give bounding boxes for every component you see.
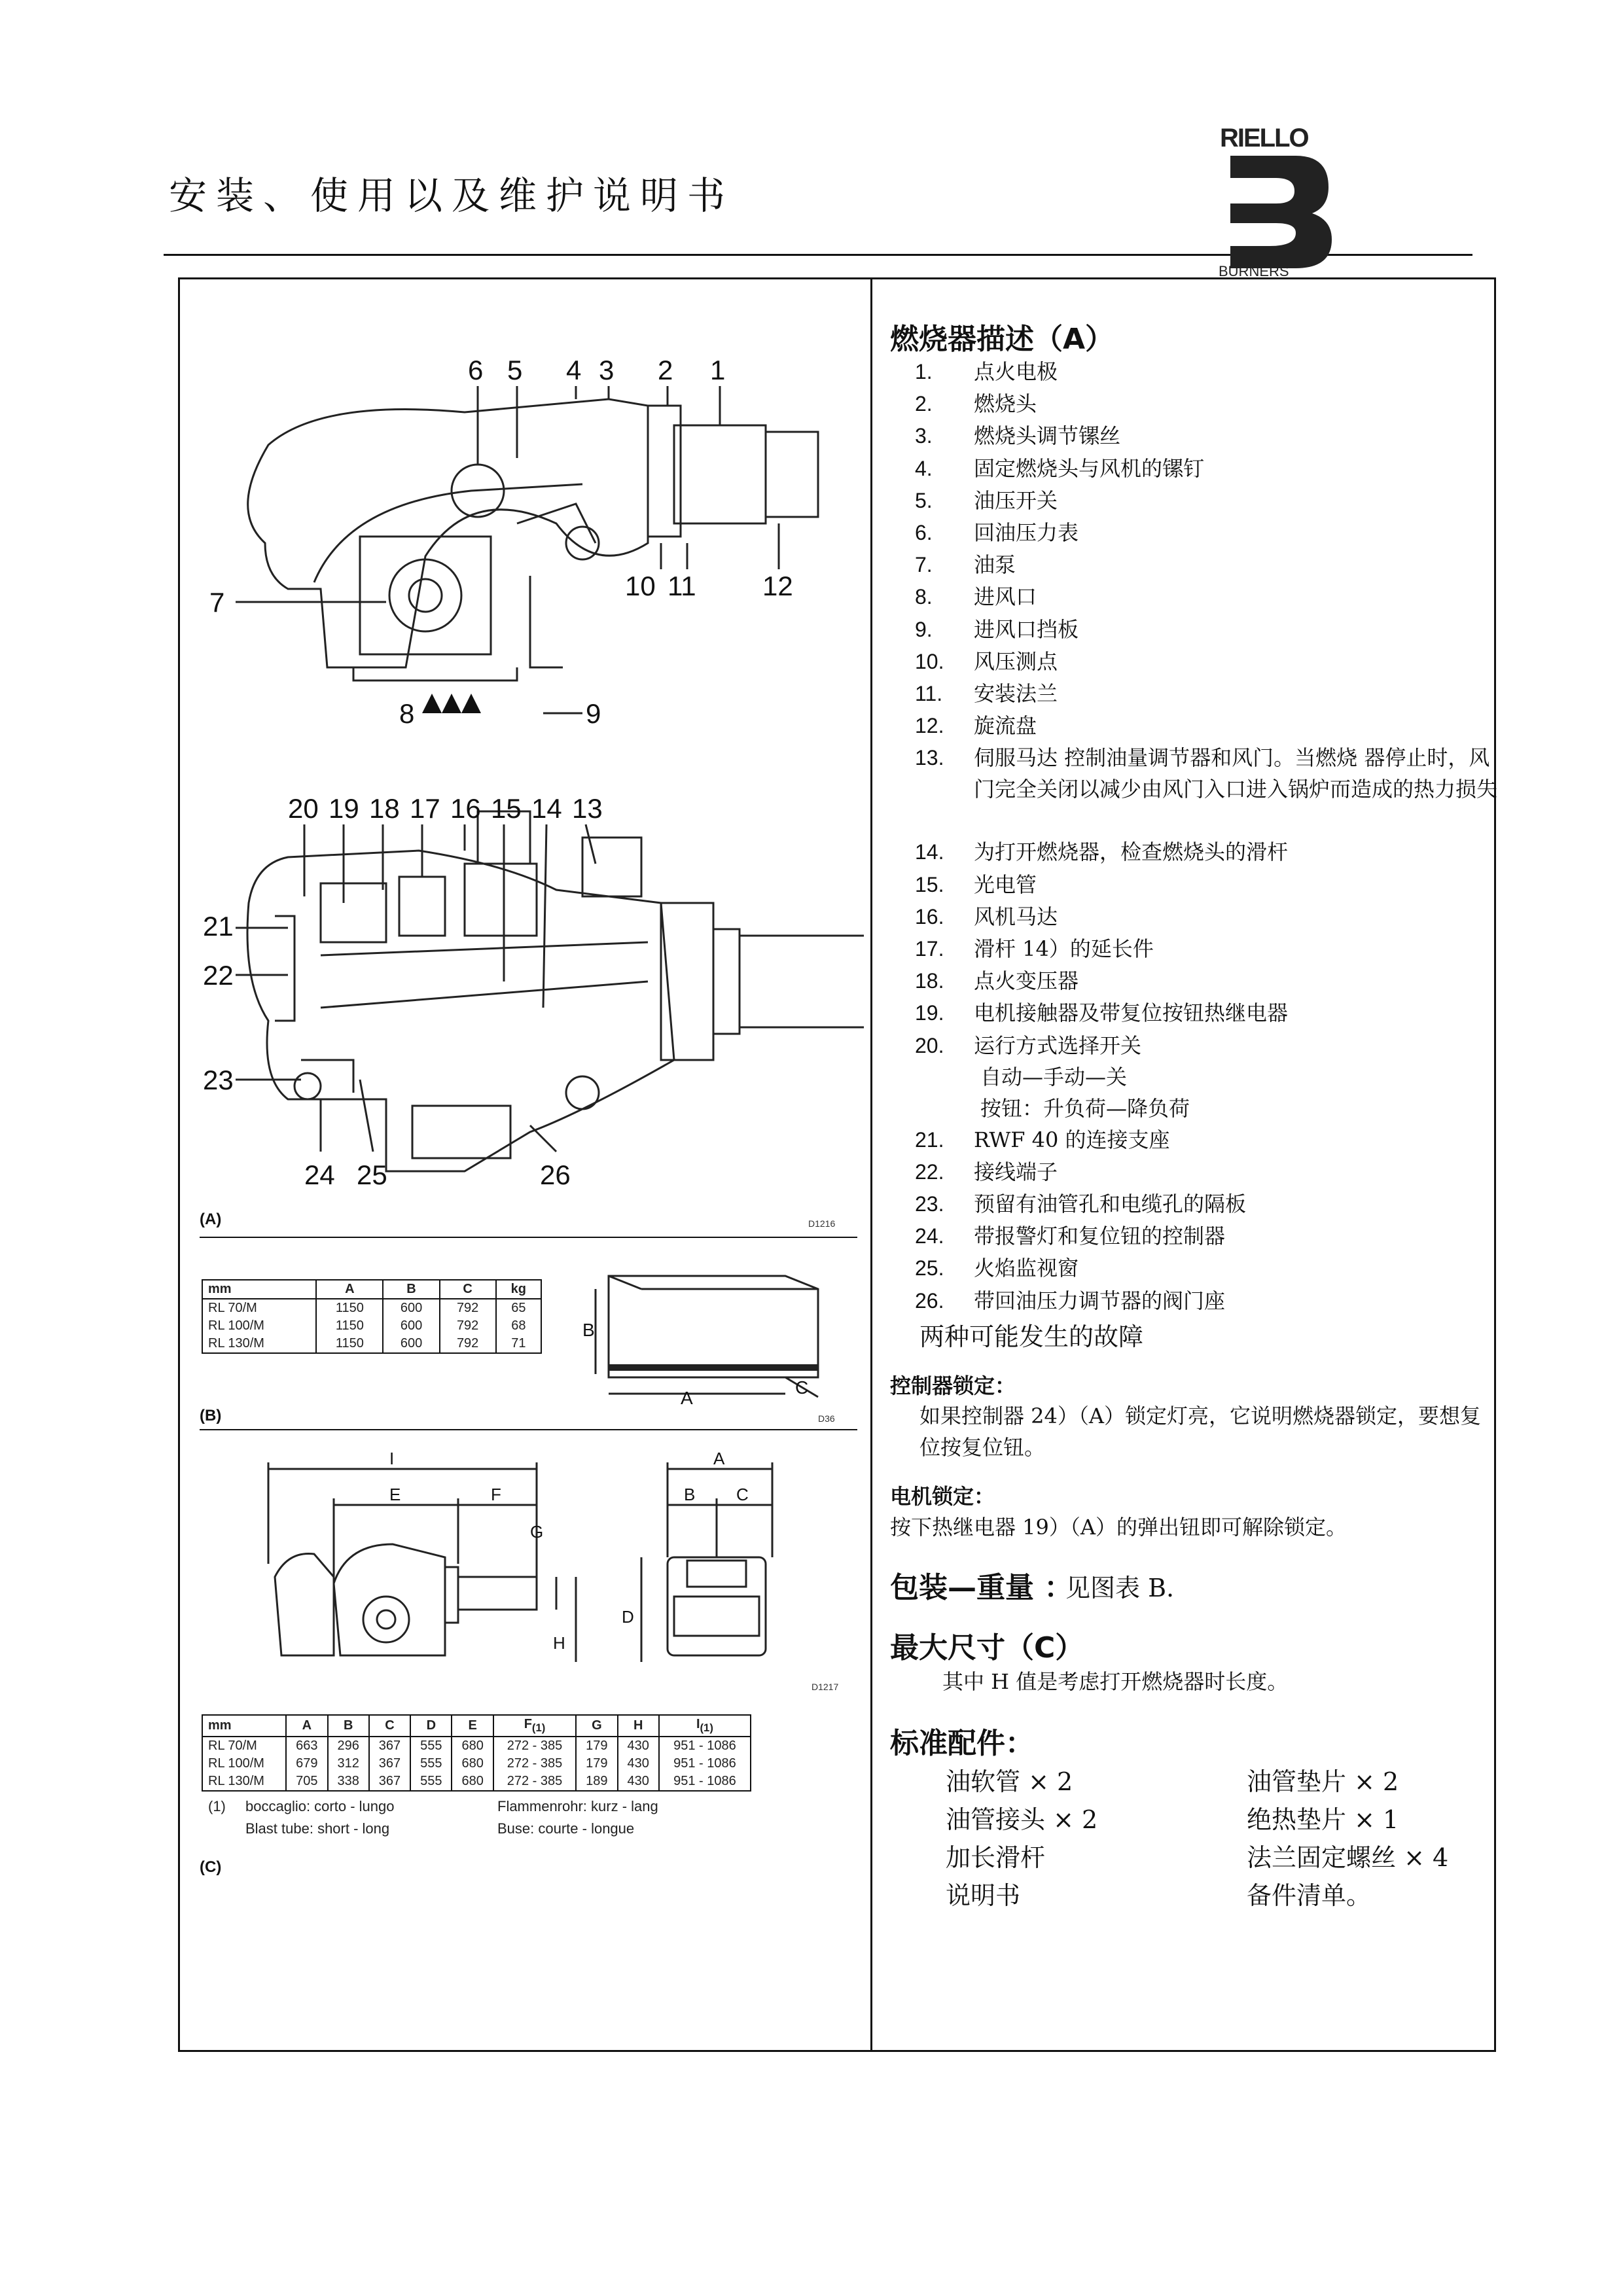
callout-3: 3 [599, 355, 615, 385]
item-text: 油压开关 [974, 487, 1058, 513]
description-item [915, 1252, 1517, 1284]
item-text: 回油压力表 [974, 520, 1079, 545]
item-number: 17. [915, 937, 944, 961]
description-item [915, 453, 1517, 484]
description-item [915, 356, 1517, 387]
callout-15: 15 [491, 793, 522, 824]
table-cell: 272 - 385 [493, 1737, 576, 1755]
footnote-fr: Buse: courte - longue [497, 1820, 635, 1837]
item-number: 11. [915, 682, 943, 705]
item-number: 4. [915, 456, 933, 480]
table-cell: RL 70/M [202, 1737, 286, 1755]
page-title: 安装、使用以及维护说明书 [169, 173, 735, 218]
table-cell: 71 [496, 1335, 541, 1353]
item-number: 1. [915, 360, 933, 383]
description-item [915, 1156, 1517, 1188]
item-number: 15. [915, 872, 944, 896]
description-item [915, 1285, 1517, 1316]
table-cell: 430 [618, 1755, 659, 1773]
description-item [915, 581, 1517, 612]
callout-19: 19 [329, 793, 359, 824]
table-cell: 600 [383, 1335, 439, 1353]
packing-text: 见图表 B. [1065, 1574, 1175, 1602]
figure-c-code: D1217 [812, 1682, 839, 1692]
accessories-title: 标准配件： [890, 1727, 1034, 1760]
description-item [915, 646, 1517, 677]
item-number: 23. [915, 1192, 944, 1216]
description-item [915, 678, 1517, 709]
table-header: kg [496, 1280, 541, 1299]
faults-title: 两种可能发生的故障 [919, 1322, 1144, 1351]
accessory-item: 说明书 [946, 1881, 1021, 1910]
item-number: 20. [915, 1033, 944, 1057]
item-text: 电机接触器及带复位按钮热继电器 [974, 1000, 1289, 1026]
callout-17: 17 [410, 793, 440, 824]
dim-label-g: G [530, 1522, 544, 1542]
table-cell: 555 [410, 1755, 452, 1773]
dim-label-a: A [681, 1388, 693, 1407]
table-cell: 792 [440, 1317, 496, 1335]
accessory-item: 法兰固定螺丝 × 4 [1247, 1843, 1449, 1872]
accessory-item: 绝热垫片 × 1 [1247, 1805, 1399, 1834]
description-item [915, 742, 1517, 836]
figure-c-label: (C) [200, 1858, 222, 1876]
footnote-de: Flammenrohr: kurz - lang [497, 1798, 658, 1814]
table-cell: 663 [286, 1737, 327, 1755]
item-text: 安装法兰 [974, 681, 1058, 706]
item-text: 为打开燃烧器，检查燃烧头的滑杆 [974, 839, 1289, 865]
max-dim-text: 其中 H 值是考虑打开燃烧器时长度。 [942, 1669, 1289, 1694]
table-cell: RL 100/M [202, 1755, 286, 1773]
table-cell: RL 100/M [202, 1317, 316, 1335]
table-cell: 555 [410, 1773, 452, 1791]
table-cell: 65 [496, 1299, 541, 1317]
callout-26: 26 [540, 1159, 571, 1190]
table-header-i: I [696, 1717, 700, 1731]
dim-label-b2: B [684, 1485, 696, 1504]
accessory-item: 加长滑杆 [946, 1843, 1046, 1872]
figure-b-table [202, 1279, 542, 1354]
description-item [915, 549, 1517, 580]
table-cell: 600 [383, 1299, 439, 1317]
item-text: RWF 40 的连接支座 [974, 1127, 1170, 1152]
callout-1: 1 [710, 355, 726, 385]
table-cell: 600 [383, 1317, 439, 1335]
item-number: 8. [915, 585, 933, 609]
item-number: 26. [915, 1288, 944, 1313]
logo-top-text: RIELLO [1220, 124, 1308, 152]
item-number: 25. [915, 1256, 944, 1280]
figure-a-label: (A) [200, 1210, 222, 1228]
callout-9: 9 [586, 698, 601, 729]
accessory-item: 油管接头 × 2 [946, 1805, 1098, 1834]
accessory-item: 备件清单。 [1247, 1881, 1372, 1910]
item-number: 12. [915, 714, 944, 738]
item-text: 燃烧头 [974, 391, 1037, 417]
table-header: D [410, 1715, 452, 1737]
item-number: 24. [915, 1224, 944, 1248]
footnote-marker: (1) [531, 1722, 546, 1734]
item-number: 22. [915, 1159, 944, 1184]
description-item [915, 965, 1517, 997]
table-cell: 555 [410, 1737, 452, 1755]
table-cell: 1150 [316, 1335, 383, 1353]
description-item [915, 517, 1517, 548]
max-dim-title: 最大尺寸（C） [890, 1631, 1084, 1665]
callout-20: 20 [288, 793, 319, 824]
description-item [915, 485, 1517, 516]
item-number: 10. [915, 649, 944, 673]
table-cell: 680 [452, 1737, 493, 1755]
motor-lock-text: 按下热继电器 19）（A）的弹出钮即可解除锁定。 [890, 1515, 1347, 1540]
table-cell: 680 [452, 1773, 493, 1791]
item-number: 14. [915, 840, 944, 864]
table-cell: 179 [576, 1755, 617, 1773]
callout-16: 16 [450, 793, 481, 824]
callout-5: 5 [507, 355, 523, 385]
description-item [915, 933, 1517, 964]
table-header: H [618, 1715, 659, 1737]
description-item [915, 1220, 1517, 1252]
table-header [659, 1715, 751, 1737]
table-row [202, 1755, 751, 1773]
table-cell: RL 130/M [202, 1773, 286, 1791]
item-text: 燃烧头调节镙丝 [974, 423, 1121, 449]
description-item [915, 388, 1517, 419]
table-cell: 680 [452, 1755, 493, 1773]
item-number: 19. [915, 1001, 944, 1025]
table-header: mm [202, 1280, 316, 1299]
table-cell: 338 [328, 1773, 369, 1791]
description-item [915, 420, 1517, 451]
table-cell: 430 [618, 1737, 659, 1755]
item-text: 油泵 [974, 552, 1016, 578]
table-header: A [286, 1715, 327, 1737]
table-header: mm [202, 1715, 286, 1737]
item-text: 点火变压器 [974, 968, 1079, 994]
item-text: 旋流盘 [974, 713, 1037, 739]
item-number: 21. [915, 1127, 944, 1152]
callout-13: 13 [572, 793, 603, 824]
callout-6: 6 [468, 355, 484, 385]
footnote-number: (1) [208, 1798, 226, 1814]
item-text: 进风口挡板 [974, 616, 1079, 642]
figure-b-code: D36 [818, 1413, 835, 1424]
table-header: B [383, 1280, 439, 1299]
item-20-subline-buttons: 按钮：升负荷—降负荷 [980, 1095, 1190, 1121]
figure-b-box-drawing [569, 1263, 844, 1407]
figure-a [190, 327, 864, 1230]
item-number: 9. [915, 617, 933, 641]
table-row [202, 1335, 541, 1353]
table-cell: 312 [328, 1755, 369, 1773]
item-number: 18. [915, 969, 944, 993]
table-cell: 367 [369, 1737, 410, 1755]
dim-label-h: H [553, 1633, 565, 1653]
description-item [915, 1124, 1517, 1156]
table-cell: 68 [496, 1317, 541, 1335]
table-cell: RL 70/M [202, 1299, 316, 1317]
table-row [202, 1299, 541, 1317]
table-cell: 792 [440, 1335, 496, 1353]
description-item [915, 1030, 1517, 1124]
table-cell: 296 [328, 1737, 369, 1755]
item-text: 伺服马达 控制油量调节器和风门。当燃烧 器停止时，风门完全关闭以减少由风门入口进入锅炉而造成的热力损失 [974, 745, 1498, 802]
footnote-it: boccaglio: corto - lungo [245, 1798, 395, 1814]
table-cell: 179 [576, 1737, 617, 1755]
table-cell: 705 [286, 1773, 327, 1791]
callout-12: 12 [762, 571, 793, 601]
item-text: 滑杆 14）的延长件 [974, 936, 1154, 961]
dim-label-e: E [389, 1485, 401, 1504]
table-cell: RL 130/M [202, 1335, 316, 1353]
table-cell: 272 - 385 [493, 1755, 576, 1773]
table-cell: 272 - 385 [493, 1773, 576, 1791]
table-cell: 367 [369, 1773, 410, 1791]
motor-lock-title: 电机锁定： [890, 1484, 995, 1509]
callout-23: 23 [203, 1065, 234, 1095]
figure-b-rule [200, 1429, 857, 1430]
control-lock-title: 控制器锁定： [890, 1373, 1016, 1398]
item-number: 6. [915, 521, 933, 544]
table-cell: 792 [440, 1299, 496, 1317]
item-number: 5. [915, 488, 933, 512]
figure-c-table [202, 1714, 751, 1792]
dim-label-a2: A [713, 1449, 725, 1468]
item-text: 风机马达 [974, 904, 1058, 929]
column-divider [870, 277, 872, 2052]
dim-label-d: D [622, 1607, 634, 1627]
dim-label-i: I [389, 1449, 395, 1468]
item-text: 运行方式选择开关 [974, 1033, 1142, 1058]
item-text: 固定燃烧头与风机的镙钉 [974, 455, 1205, 481]
item-20-subline-mode: 自动—手动—关 [980, 1064, 1128, 1089]
table-cell: 1150 [316, 1299, 383, 1317]
callout-11: 11 [668, 571, 696, 601]
description-item [915, 901, 1517, 932]
table-header: B [328, 1715, 369, 1737]
item-number: 7. [915, 553, 933, 577]
item-text: 点火电极 [974, 359, 1058, 384]
table-header: C [440, 1280, 496, 1299]
footnote-en: Blast tube: short - long [245, 1820, 390, 1837]
table-header: E [452, 1715, 493, 1737]
table-cell: 951 - 1086 [659, 1737, 751, 1755]
table-row [202, 1773, 751, 1791]
callout-10: 10 [625, 571, 656, 601]
callout-7: 7 [209, 587, 225, 618]
logo-b-shape [1230, 156, 1332, 268]
item-text: 进风口 [974, 584, 1037, 610]
item-text: 带报警灯和复位钮的控制器 [974, 1224, 1226, 1249]
callout-8: 8 [399, 698, 415, 729]
figure-c-drawing [249, 1446, 838, 1688]
table-cell: 367 [369, 1755, 410, 1773]
item-number: 3. [915, 424, 933, 448]
table-header: G [576, 1715, 617, 1737]
table-row [202, 1737, 751, 1755]
table-cell: 951 - 1086 [659, 1755, 751, 1773]
table-cell: 1150 [316, 1317, 383, 1335]
control-lock-text: 如果控制器 24）（A）锁定灯亮，它说明燃烧器锁定，要想复位按复位钮。 [919, 1404, 1482, 1460]
dim-label-f: F [491, 1485, 501, 1504]
item-text: 风压测点 [974, 648, 1058, 674]
table-cell: 951 - 1086 [659, 1773, 751, 1791]
table-header: C [369, 1715, 410, 1737]
callout-14: 14 [531, 793, 562, 824]
item-text: 火焰监视窗 [974, 1256, 1079, 1281]
figure-a-code: D1216 [808, 1218, 836, 1229]
table-header-f: F [524, 1717, 532, 1731]
description-item [915, 997, 1517, 1029]
accessory-item: 油管垫片 × 2 [1247, 1767, 1399, 1796]
table-header: A [316, 1280, 383, 1299]
description-item [915, 614, 1517, 645]
accessory-item: 油软管 × 2 [946, 1767, 1073, 1796]
item-text: 预留有油管孔和电缆孔的隔板 [974, 1192, 1247, 1216]
riello-logo [1217, 122, 1348, 279]
packing-title: 包装—重量 ： [890, 1571, 1073, 1604]
table-cell: 679 [286, 1755, 327, 1773]
item-number: 13. [915, 746, 944, 770]
item-text: 光电管 [974, 872, 1037, 897]
callout-4: 4 [566, 355, 582, 385]
footnote-marker: (1) [700, 1722, 713, 1734]
dim-label-c2: C [736, 1485, 749, 1504]
callout-24: 24 [304, 1159, 335, 1190]
dim-label-b: B [582, 1320, 595, 1340]
figure-a-rule [200, 1237, 857, 1238]
item-text: 带回油压力调节器的阀门座 [974, 1288, 1226, 1313]
table-header [493, 1715, 576, 1737]
callout-18: 18 [369, 793, 400, 824]
figure-b-label: (B) [200, 1407, 222, 1424]
table-row [202, 1317, 541, 1335]
item-number: 16. [915, 904, 944, 928]
dim-label-c: C [795, 1377, 809, 1398]
item-number: 2. [915, 392, 933, 416]
description-item [915, 710, 1517, 741]
description-item [915, 869, 1517, 900]
callout-22: 22 [203, 960, 234, 991]
logo-bottom-text: BURNERS [1219, 263, 1289, 279]
table-cell: 430 [618, 1773, 659, 1791]
callout-2: 2 [658, 355, 673, 385]
table-cell: 189 [576, 1773, 617, 1791]
description-item [915, 836, 1517, 868]
callout-25: 25 [357, 1159, 387, 1190]
item-text: 接线端子 [974, 1159, 1058, 1184]
description-item [915, 1188, 1517, 1220]
callout-21: 21 [203, 911, 234, 942]
description-title: 燃烧器描述（A） [890, 323, 1115, 356]
